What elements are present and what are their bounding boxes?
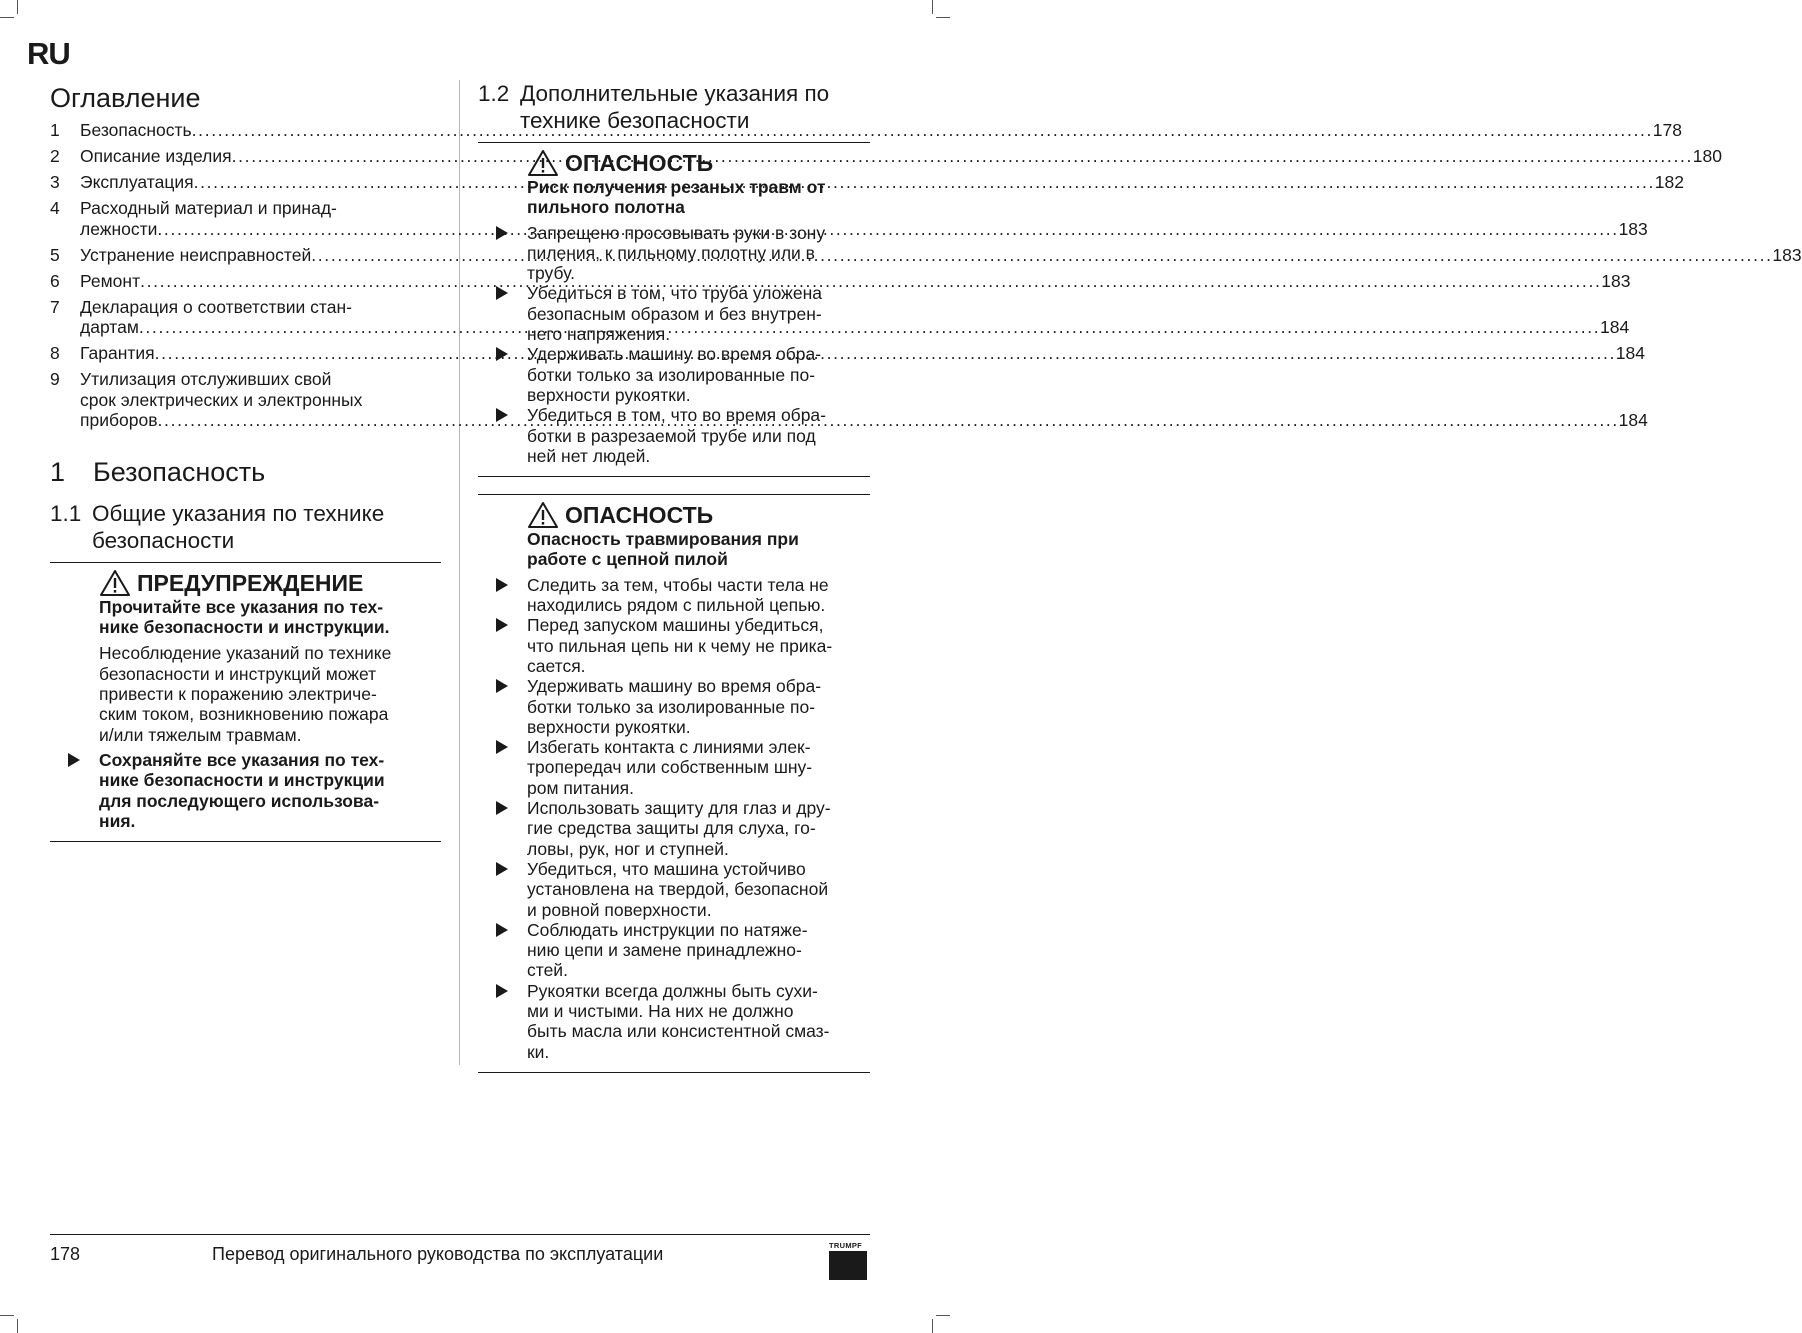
- toc-leader-dots: [157, 219, 1615, 240]
- bullet-arrow-icon: [478, 676, 527, 737]
- bullet-line: находились рядом с пильной цепью.: [527, 595, 826, 616]
- bullet-item: [478, 981, 870, 1062]
- toc-item-line: Расходный материал и принад-: [80, 197, 337, 218]
- bullet-line: ботки только за изолированные по-: [527, 696, 816, 717]
- toc-title: Оглавление: [50, 83, 201, 113]
- bullet-line: стей.: [527, 960, 568, 981]
- toc-item-body: [80, 120, 1682, 141]
- bullet-line: пиления, к пильному полотну или в: [527, 242, 815, 263]
- warning-text: Несоблюдение указаний по технике безопасности и инструкций может привести к поражению электриче- ским током, возникновению пожара и/или тяжелым травмам.: [99, 643, 392, 745]
- bullet-line: быть масла или консистентной смаз-: [527, 1021, 830, 1042]
- toc-item-number: 2: [50, 145, 60, 166]
- bullet-item: [478, 920, 870, 981]
- bullet-arrow-icon: [478, 737, 527, 798]
- bullet-line: Сохраняйте все указания по тех-: [99, 749, 385, 770]
- bullet-text: [99, 750, 441, 831]
- bullet-line: гие средства защиты для слуха, го-: [527, 818, 816, 839]
- bullet-arrow-icon: [478, 920, 527, 981]
- bullet-line: нию цепи и замене принадлежно-: [527, 940, 802, 961]
- toc-leader-dots: [192, 120, 1650, 141]
- bullet-line: ловы, рук, ног и ступней.: [527, 838, 729, 859]
- crop-mark: [936, 1315, 950, 1316]
- danger-header: [478, 501, 870, 529]
- bullet-line: Убедиться в том, что во время обра-: [527, 405, 826, 426]
- bullet-line: Удерживать машину во время обра-: [527, 344, 822, 365]
- bullet-line: Соблюдать инструкции по натяже-: [527, 919, 808, 940]
- logo-block: [829, 1251, 867, 1280]
- warning-triangle-icon: [527, 501, 559, 529]
- section-heading: [50, 456, 441, 488]
- subsection-heading: [478, 80, 870, 134]
- bullet-text: [527, 920, 870, 981]
- warning-bullet-list: [50, 750, 441, 831]
- danger-subtitle: Риск получения резаных травм от пильного полотна: [527, 177, 826, 218]
- warning-box: [50, 562, 441, 842]
- toc-item-title: приборов: [80, 410, 158, 431]
- bullet-line: ми и чистыми. На них не должно: [527, 1000, 794, 1021]
- danger-bullet-list: [478, 575, 870, 1062]
- danger-box: [478, 142, 870, 477]
- bullet-line: ботки в разрезаемой трубе или под: [527, 425, 816, 446]
- toc-item-line: срок электрических и электронных: [80, 389, 363, 410]
- bullet-item: [478, 575, 870, 616]
- bullet-line: сается.: [527, 655, 586, 676]
- toc-item-number: 3: [50, 171, 60, 192]
- toc-item-last-line: [80, 172, 1684, 193]
- bullet-line: ния.: [99, 810, 136, 831]
- bullet-line: трубу.: [527, 263, 575, 284]
- crop-mark: [17, 0, 18, 14]
- subsection-title: Дополнительные указания по технике безопасности: [520, 81, 830, 133]
- toc-item-page: 184: [1615, 343, 1645, 364]
- bullet-item: [478, 737, 870, 798]
- toc-item-page: 183: [1618, 218, 1648, 239]
- bullet-text: [527, 859, 870, 920]
- bullet-line: Убедиться, что машина устойчиво: [527, 858, 806, 879]
- toc-item-page: 184: [1618, 410, 1648, 431]
- bullet-item: [478, 859, 870, 920]
- bullet-arrow-icon: [478, 575, 527, 616]
- bullet-line: нике безопасности и инструкции: [99, 770, 385, 791]
- bullet-line: Следить за тем, чтобы части тела не: [527, 574, 829, 595]
- toc-item-number: 6: [50, 270, 60, 291]
- crop-mark: [932, 1319, 933, 1333]
- toc-item: [50, 171, 1684, 193]
- bullet-text: [527, 575, 870, 616]
- bullet-item: [50, 750, 441, 831]
- bullet-arrow-icon: [478, 283, 527, 344]
- bullet-text: [527, 223, 870, 284]
- bullet-line: Рукоятки всегда должны быть сухи-: [527, 980, 818, 1001]
- toc-item-title: Описание изделия: [80, 145, 232, 166]
- bullet-text: [527, 283, 870, 344]
- page-number: 178: [50, 1244, 81, 1264]
- bullet-text: [527, 737, 870, 798]
- toc-item-title: Ремонт: [80, 270, 141, 291]
- bullet-item: [478, 344, 870, 405]
- section-number: 1: [50, 456, 66, 487]
- bullet-line: Использовать защиту для глаз и дру-: [527, 798, 831, 819]
- toc-item-page: 178: [1652, 120, 1682, 140]
- toc-leader-dots: [155, 343, 1613, 364]
- bullet-line: Убедиться в том, что труба уложена: [527, 283, 822, 304]
- bullet-line: для последующего использова-: [99, 790, 380, 811]
- toc-leader-dots: [158, 410, 1616, 431]
- danger-label: ОПАСНОСТЬ: [565, 502, 714, 529]
- toc-item: [50, 120, 1682, 141]
- bullet-item: [478, 223, 870, 284]
- bullet-arrow-icon: [478, 615, 527, 676]
- danger-bullet-list: [478, 223, 870, 467]
- subsection-number: 1.1: [50, 500, 82, 526]
- bullet-arrow-icon: [50, 750, 99, 831]
- crop-mark: [17, 1319, 18, 1333]
- bullet-text: [527, 798, 870, 859]
- crop-mark: [932, 0, 933, 14]
- toc-item-page: 183: [1772, 244, 1802, 265]
- bullet-line: безопасным образом и без внутрен-: [527, 303, 822, 324]
- toc-item-number: 7: [50, 296, 60, 317]
- bullet-line: установлена на твердой, безопасной: [527, 879, 829, 900]
- bullet-line: тропередач или собственным шну-: [527, 757, 813, 778]
- danger-label: ОПАСНОСТЬ: [565, 150, 714, 176]
- toc-item-number: 1: [50, 120, 60, 140]
- bullet-line: ром питания.: [527, 777, 634, 798]
- bullet-text: [527, 981, 870, 1062]
- warning-triangle-icon: [527, 149, 559, 177]
- footer-title: Перевод оригинального руководства по эксплуатации: [212, 1244, 664, 1264]
- toc-item-title: Безопасность: [80, 120, 192, 140]
- bullet-item: [478, 615, 870, 676]
- logo-text: TRUMPF: [829, 1241, 863, 1250]
- bullet-item: [478, 676, 870, 737]
- bullet-arrow-icon: [478, 859, 527, 920]
- bullet-line: верхности рукоятки.: [527, 716, 691, 737]
- bullet-item: [478, 283, 870, 344]
- toc-item-page: 182: [1654, 171, 1684, 192]
- bullet-text: [527, 615, 870, 676]
- danger-header: [478, 149, 870, 177]
- toc-item-body: [80, 172, 1684, 193]
- bullet-arrow-icon: [478, 344, 527, 405]
- toc-item-line: Утилизация отслуживших свой: [80, 369, 332, 390]
- bullet-arrow-icon: [478, 798, 527, 859]
- toc-item-page: 184: [1600, 317, 1630, 338]
- bullet-arrow-icon: [478, 981, 527, 1062]
- toc-item-title: Эксплуатация: [80, 171, 194, 192]
- trumpf-logo: [829, 1241, 867, 1280]
- toc-item-line: Декларация о соответствии стан-: [80, 296, 352, 317]
- toc-item-title: дартам: [80, 317, 139, 338]
- toc-item-page: 183: [1601, 270, 1631, 291]
- toc-leader-dots: [194, 172, 1652, 193]
- danger-box: [478, 494, 870, 1073]
- toc-item-number: 5: [50, 244, 60, 265]
- bullet-item: [478, 798, 870, 859]
- warning-label: ПРЕДУПРЕЖДЕНИЕ: [137, 569, 364, 596]
- bullet-line: ней нет людей.: [527, 445, 651, 466]
- language-code: RU: [27, 36, 70, 71]
- bullet-line: ботки только за изолированные по-: [527, 364, 816, 385]
- toc-item-last-line: [80, 146, 1722, 167]
- toc-item-number: 4: [50, 197, 60, 218]
- toc-item-title: Устранение неисправностей: [80, 244, 312, 265]
- crop-mark: [0, 1315, 14, 1316]
- bullet-line: что пильная цепь ни к чему не прика-: [527, 635, 833, 656]
- subsection-number: 1.2: [478, 81, 510, 106]
- danger-subtitle: Опасность травмирования при работе с цепной пилой: [527, 529, 799, 570]
- bullet-text: [527, 405, 870, 466]
- bullet-line: верхности рукоятки.: [527, 384, 691, 405]
- bullet-arrow-icon: [478, 223, 527, 284]
- toc-item-title: лежности: [80, 218, 158, 239]
- bullet-line: Запрещено просовывать руки в зону: [527, 222, 826, 243]
- warning-header: [50, 569, 441, 597]
- crop-mark: [936, 17, 950, 18]
- footer-rule: [50, 1234, 870, 1235]
- bullet-text: [527, 344, 870, 405]
- toc-item-body: [80, 242, 1802, 266]
- bullet-arrow-icon: [478, 405, 527, 466]
- toc-item-number: 8: [50, 343, 60, 364]
- bullet-line: ки.: [527, 1041, 550, 1062]
- subsection-heading: [50, 500, 441, 554]
- warning-subtitle: Прочитайте все указания по тех- нике безопасности и инструкции.: [99, 596, 390, 638]
- toc-item-body: [80, 146, 1722, 167]
- bullet-line: него напряжения.: [527, 324, 671, 345]
- toc-item-page: 180: [1692, 145, 1722, 166]
- crop-mark: [0, 17, 14, 18]
- right-column: [478, 80, 870, 1073]
- bullet-line: и ровной поверхности.: [527, 899, 712, 920]
- section-title: Безопасность: [93, 456, 266, 487]
- bullet-line: Удерживать машину во время обра-: [527, 676, 822, 697]
- toc-item-last-line: [80, 242, 1802, 266]
- toc-item-title: Гарантия: [80, 343, 155, 364]
- toc-leader-dots: [232, 146, 1690, 167]
- toc-item-last-line: [80, 120, 1682, 141]
- bullet-line: Избегать контакта с линиями элек-: [527, 737, 811, 758]
- subsection-title: Общие указания по технике безопасности: [92, 500, 385, 553]
- bullet-text: [527, 676, 870, 737]
- toc-item-number: 9: [50, 369, 60, 390]
- bullet-line: Перед запуском машины убедиться,: [527, 615, 824, 636]
- warning-triangle-icon: [99, 569, 131, 597]
- bullet-item: [478, 405, 870, 466]
